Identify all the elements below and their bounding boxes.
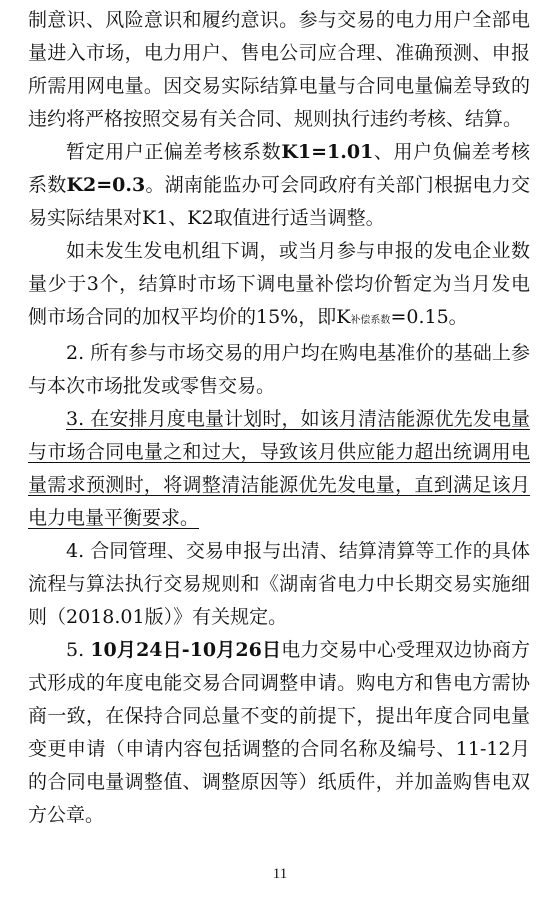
paragraph-risk-awareness: 制意识、风险意识和履约意识。参与交易的电力用户全部电量进入市场，电力用户、售电公司应合理、准确预测、申报所需用网电量。因交易实际结算电量与合同电量偏差导致的违约将严格按照交易有关合同、规则执行违约考核、结算。 [28,9,530,130]
coefficient-k2: K2=0.3 [66,174,146,196]
compensation-text-1: 如未发生发电机组下调，或当月参与申报的发电企业数量少于3个，结算时市场下调电量补偿均价暂定为当月发电侧市场合同的加权平均价的15%，即K [28,240,530,328]
paragraph-item-3 [28,403,530,535]
coefficient-k1: K1=1.01 [281,141,374,163]
compensation-text-2: =0.15。 [390,306,468,328]
item-5-text: 电力交易中心受理双边协商方式形成的年度电能交易合同调整申请。购电方和售电方需协商一致，在保持合同总量不变的前提下，提出年度合同电量变更申请（申请内容包括调整的合同名称及编号、11-12月的合同电量调整值、调整原因等）纸质件，并加盖购售电双方公章。 [28,639,530,826]
paragraph-compensation-price [28,235,530,337]
coefficient-text-3: 。湖南能监办可会同政府有关部门根据电力交易实际结果对K1、K2取值进行适当调整。 [28,174,530,229]
paragraph-item-4: 4. 合同管理、交易申报与出清、结算清算等工作的具体流程与算法执行交易规则和《湖南省电力中长期交易实施细则（2018.01版）》有关规定。 [28,540,530,628]
paragraph-item-2: 2. 所有参与市场交易的用户均在购电基准价的基础上参与本次市场批发或零售交易。 [28,342,530,397]
item-5-date: 10月24日-10月26日 [90,639,282,661]
item-5-number: 5. [66,639,91,661]
paragraph-item-5 [28,634,530,832]
underlined-item-3: 3. 在安排月度电量计划时，如该月清洁能源优先发电量与市场合同电量之和过大，导致该月供应能力超出统调用电量需求预测时，将调整清洁能源优先发电量，直到满足该月电力电量平衡要求。 [28,408,530,529]
coefficient-text-1: 暂定用户正偏差考核系数 [66,141,282,163]
page-number: 11 [272,866,288,882]
compensation-subscript: 补偿系数 [350,315,391,326]
coefficient-text-2: 、用户负偏差考核系数 [28,141,530,196]
paragraph-deviation-coefficients [28,136,530,235]
